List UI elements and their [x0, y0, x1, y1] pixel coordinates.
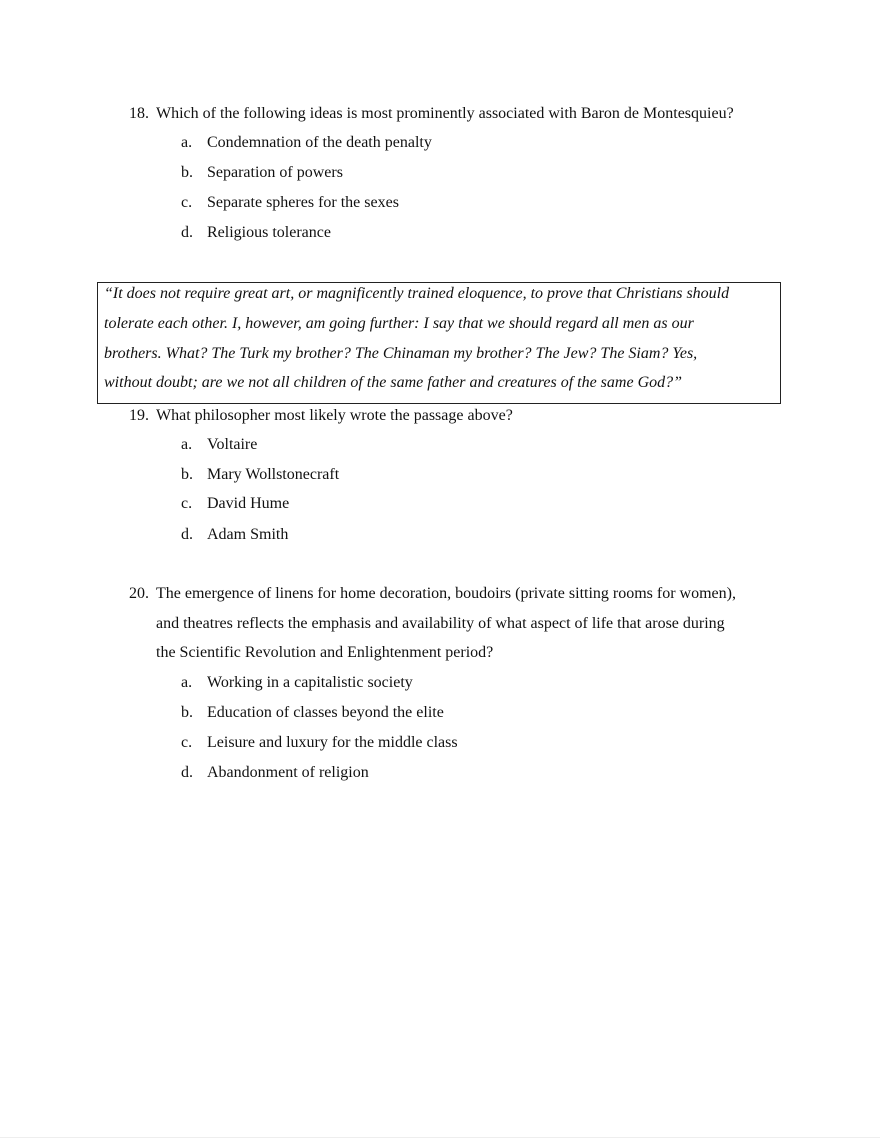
option-text: Separation of powers: [207, 164, 343, 181]
question-text: The emergence of linens for home decoration, boudoirs (private sitting rooms for women),: [156, 585, 736, 602]
question-text: the Scientific Revolution and Enlightenment period?: [156, 644, 494, 661]
question-text: Which of the following ideas is most prominently associated with Baron de Montesquieu?: [156, 105, 734, 122]
question-number: 20.: [129, 585, 149, 602]
option-letter: a.: [181, 134, 193, 151]
option-text: Leisure and luxury for the middle class: [207, 734, 458, 751]
option-text: Adam Smith: [207, 526, 289, 543]
option-text: Religious tolerance: [207, 224, 331, 241]
option-letter: d.: [181, 224, 193, 241]
option-text: Voltaire: [207, 436, 258, 453]
option-letter: c.: [181, 495, 193, 512]
option-letter: d.: [181, 526, 193, 543]
question-number: 19.: [129, 407, 149, 424]
option-text: Abandonment of religion: [207, 764, 369, 781]
option-letter: a.: [181, 436, 193, 453]
option-letter: c.: [181, 734, 193, 751]
quote-line: tolerate each other. I, however, am going further: I say that we should regard all men as our: [104, 315, 694, 332]
option-letter: b.: [181, 164, 193, 181]
page-bottom-edge: [0, 1137, 880, 1138]
option-text: David Hume: [207, 495, 290, 512]
option-letter: c.: [181, 194, 193, 211]
option-text: Separate spheres for the sexes: [207, 194, 399, 211]
option-letter: a.: [181, 674, 193, 691]
question-text: and theatres reflects the emphasis and availability of what aspect of life that arose during: [156, 615, 725, 632]
quote-line: brothers. What? The Turk my brother? The Chinaman my brother? The Jew? The Siam? Yes,: [104, 345, 698, 362]
option-letter: b.: [181, 704, 193, 721]
option-letter: b.: [181, 466, 193, 483]
quote-line: without doubt; are we not all children of the same father and creatures of the same God?”: [104, 374, 683, 391]
question-text: What philosopher most likely wrote the passage above?: [156, 407, 513, 424]
option-text: Condemnation of the death penalty: [207, 134, 432, 151]
question-number: 18.: [129, 105, 149, 122]
option-text: Working in a capitalistic society: [207, 674, 413, 691]
option-letter: d.: [181, 764, 193, 781]
quote-line: “It does not require great art, or magnificently trained eloquence, to prove that Christians should: [104, 285, 730, 302]
option-text: Mary Wollstonecraft: [207, 466, 340, 483]
option-text: Education of classes beyond the elite: [207, 704, 444, 721]
